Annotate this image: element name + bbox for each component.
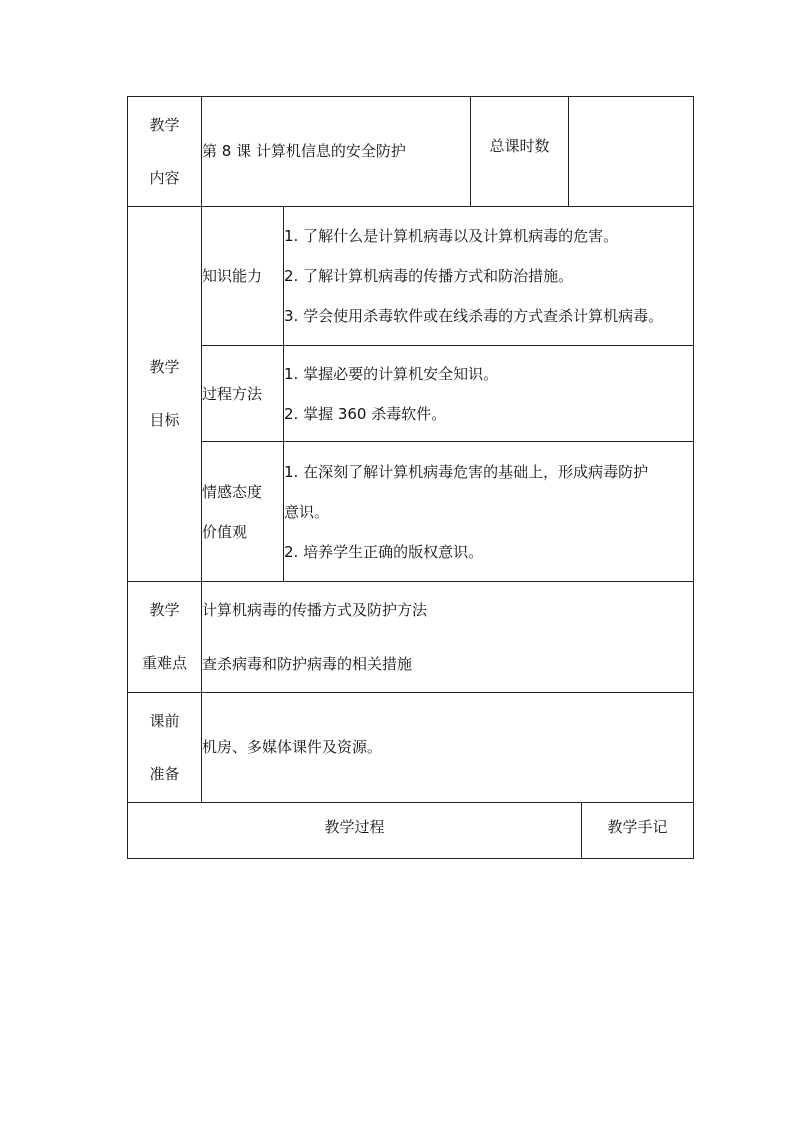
key-points-content: [202, 582, 694, 693]
row-key-points: [128, 582, 694, 693]
label-teaching-goals-top: 教学: [149, 358, 180, 376]
lesson-title-cell: [202, 97, 471, 207]
lesson-title: 第 8 课 计算机信息的安全防护: [202, 142, 406, 160]
total-hours-label: 总课时数: [489, 137, 550, 155]
label-teaching-goals-bottom: 目标: [149, 411, 180, 429]
total-hours-label-cell: [471, 97, 569, 207]
row-goal-knowledge: [128, 207, 694, 346]
preparation-content: [202, 693, 694, 803]
key-point-line: 查杀病毒和防护病毒的相关措施: [202, 655, 413, 673]
goal-item: 意识。: [284, 502, 330, 521]
label-teaching-goals: [128, 207, 202, 582]
label-preparation: [128, 693, 202, 803]
goal-item: 3. 学会使用杀毒软件或在线杀毒的方式查杀计算机病毒。: [284, 307, 664, 325]
label-preparation-top: 课前: [149, 711, 180, 730]
goal-section-label-line: 价值观: [202, 522, 248, 541]
label-preparation-bottom: 准备: [149, 764, 180, 783]
key-point-line: 计算机病毒的传播方式及防护方法: [202, 601, 428, 619]
label-key-points-bottom: 重难点: [141, 654, 187, 672]
goal-item: 2. 培养学生正确的版权意识。: [284, 542, 484, 561]
row-preparation: [128, 693, 694, 803]
goal-item: 1. 了解什么是计算机病毒以及计算机病毒的危害。: [284, 227, 619, 245]
goal-item: 2. 了解计算机病毒的传播方式和防治措施。: [284, 267, 574, 285]
lesson-plan-table: [127, 96, 694, 859]
label-key-points-top: 教学: [149, 601, 180, 619]
row-goal-process: [128, 346, 694, 442]
total-hours-value: [569, 97, 694, 207]
goal-section-label-line: 过程方法: [202, 384, 263, 403]
row-teaching-content: [128, 97, 694, 207]
label-teaching-content-top: 教学: [149, 115, 180, 134]
goal-item: 1. 在深刻了解计算机病毒危害的基础上，形成病毒防护: [284, 462, 649, 481]
goal-section-label: [202, 346, 284, 442]
row-process-header: [128, 803, 694, 859]
label-teaching-content: [128, 97, 202, 207]
goal-section-label-line: 知识能力: [202, 267, 263, 285]
label-key-points: [128, 582, 202, 693]
goal-section-label-line: 情感态度: [202, 482, 263, 501]
teaching-process-label: 教学过程: [324, 818, 385, 836]
row-goal-attitude: [128, 442, 694, 582]
teaching-notes-header: [582, 803, 694, 859]
goal-section-items: [284, 207, 694, 346]
goal-section-items: [284, 442, 694, 582]
goal-section-label: [202, 207, 284, 346]
teaching-notes-label: 教学手记: [607, 818, 668, 836]
goal-item: 2. 掌握 360 杀毒软件。: [284, 404, 447, 423]
preparation-text: 机房、多媒体课件及资源。: [202, 738, 383, 756]
label-teaching-content-bottom: 内容: [149, 168, 180, 187]
teaching-process-header: [128, 803, 582, 859]
goal-section-items: [284, 346, 694, 442]
goal-item: 1. 掌握必要的计算机安全知识。: [284, 364, 499, 383]
goal-section-label: [202, 442, 284, 582]
